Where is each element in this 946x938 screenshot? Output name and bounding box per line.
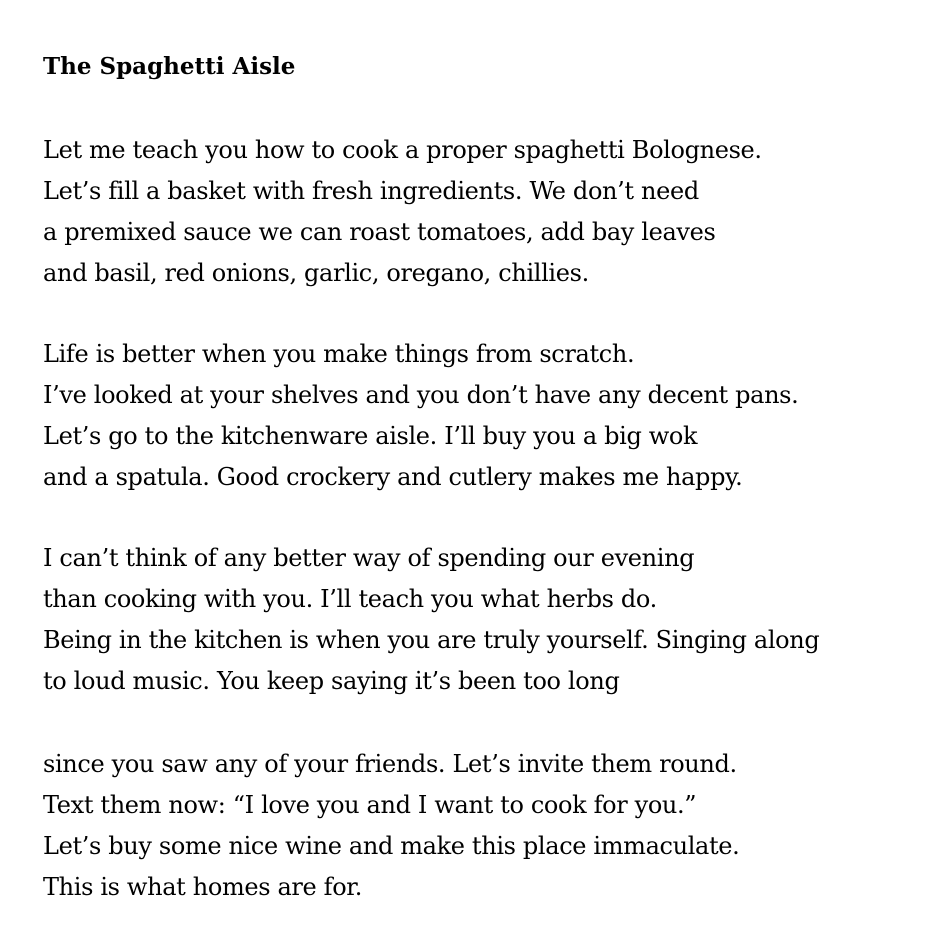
poem-line: Life is better when you make things from scratch.: [43, 340, 635, 368]
poem-line: than cooking with you. I’ll teach you what herbs do.: [43, 585, 657, 613]
poem-line: Let me teach you how to cook a proper spaghetti Bolognese.: [43, 136, 762, 164]
poem-line: Being in the kitchen is when you are truly yourself. Singing along: [43, 626, 820, 654]
poem-line: and a spatula. Good crockery and cutlery makes me happy.: [43, 463, 743, 491]
poem-title: The Spaghetti Aisle: [43, 53, 296, 80]
poem-line: I’ve looked at your shelves and you don’t have any decent pans.: [43, 381, 799, 409]
poem-line: to loud music. You keep saying it’s been too long: [43, 667, 620, 695]
poem-stanza-2: [43, 334, 798, 498]
poem-line: a premixed sauce we can roast tomatoes, add bay leaves: [43, 218, 716, 246]
poem-line: Let’s fill a basket with fresh ingredients. We don’t need: [43, 177, 699, 205]
poem-line: and basil, red onions, garlic, oregano, chillies.: [43, 259, 589, 287]
poem-line: since you saw any of your friends. Let’s invite them round.: [43, 750, 737, 778]
poem-line: This is what homes are for.: [43, 873, 363, 901]
poem-stanza-4: [43, 744, 739, 908]
poem-line: Text them now: “I love you and I want to cook for you.”: [43, 791, 697, 819]
poem-line: Let’s go to the kitchenware aisle. I’ll buy you a big wok: [43, 422, 698, 450]
poem-line: Let’s buy some nice wine and make this place immaculate.: [43, 832, 740, 860]
poem-stanza-1: [43, 130, 762, 294]
poem-line: I can’t think of any better way of spending our evening: [43, 544, 695, 572]
poem-stanza-3: [43, 538, 819, 702]
